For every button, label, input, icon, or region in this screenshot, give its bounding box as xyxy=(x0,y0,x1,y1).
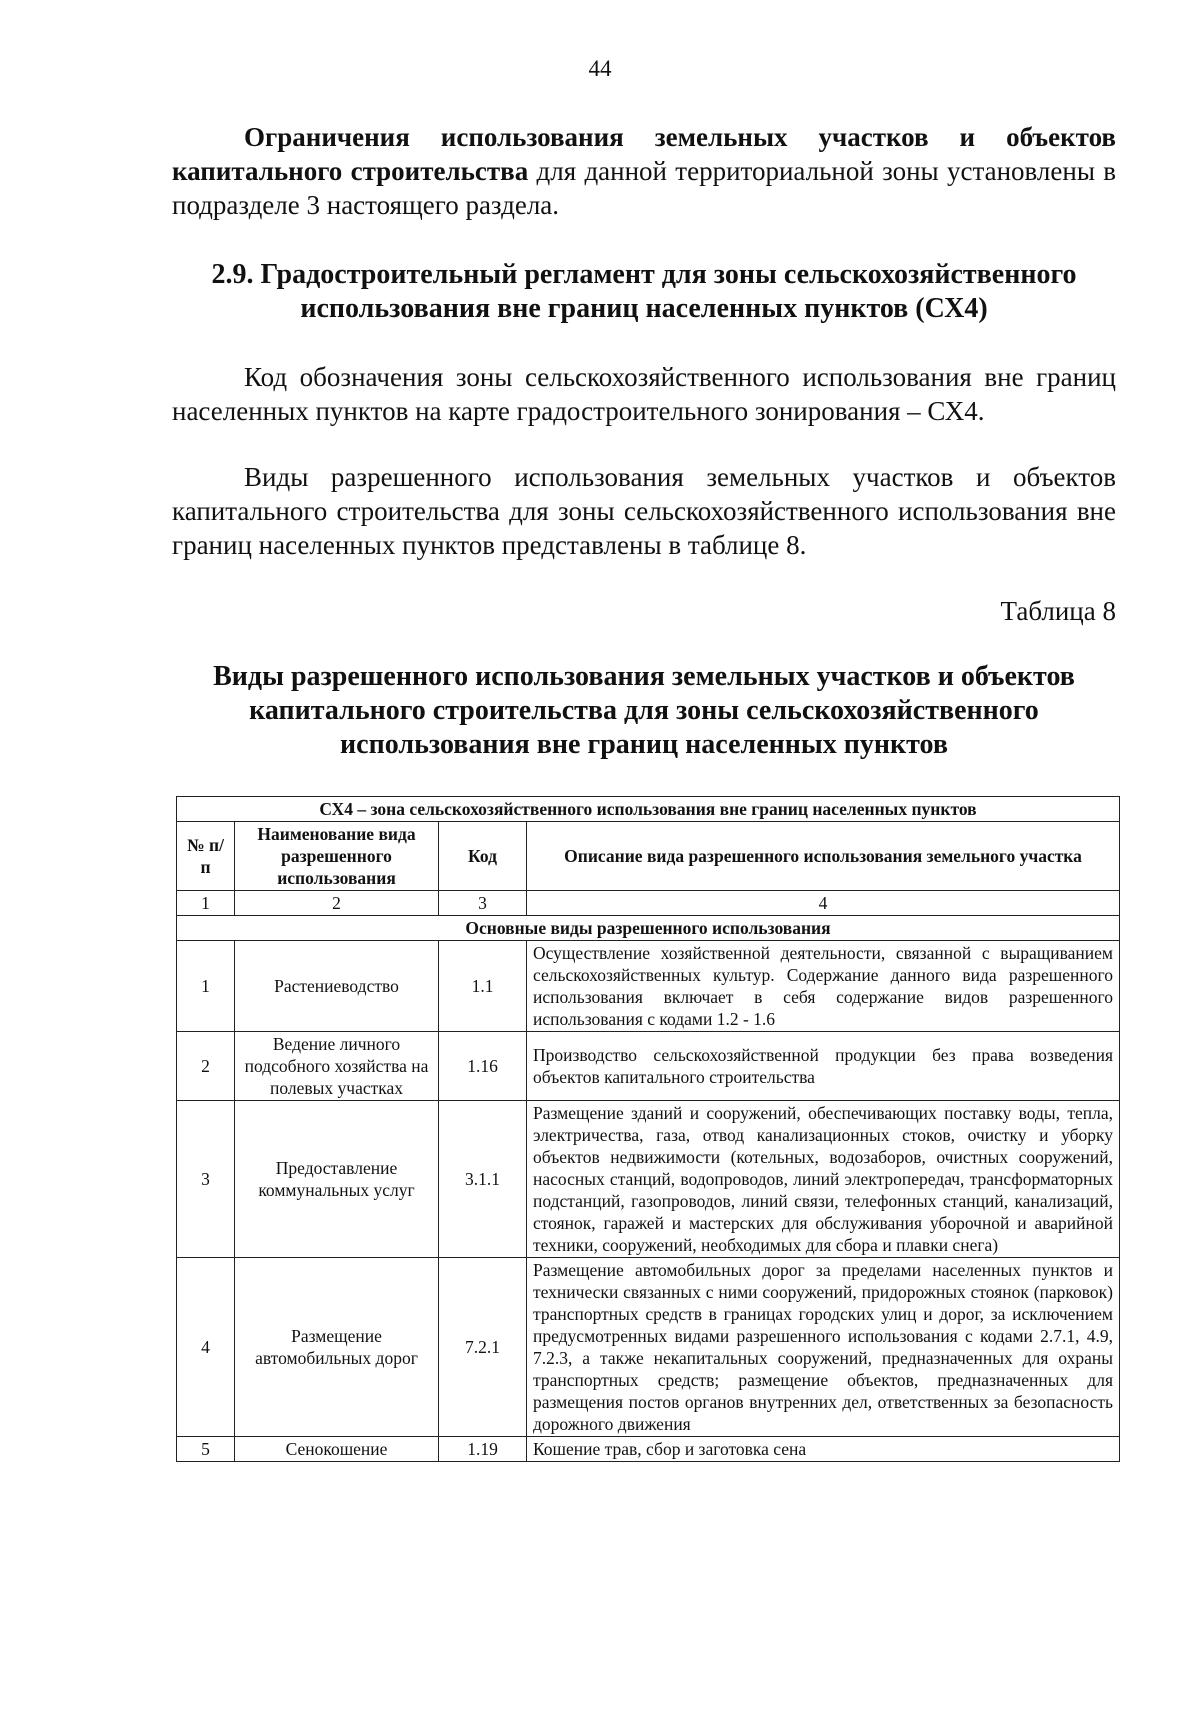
zone-title: СХ4 – зона сельскохозяйственного использования вне границ населенных пунктов xyxy=(177,797,1120,822)
row-desc: Размещение автомобильных дорог за пределами населенных пунктов и технически связанных с ними сооружений, придорожных стоянок (парковок) транспортных средств в границах городских улиц и дорог, за исключением предусмотренных видами разрешенного использования с кодами 2.7.1, 4.9, 7.2.3, а также некапитальных сооружений, предназначенных для охраны транспортных средств; размещение объектов, предназначенных для размещения постов органов внутренних дел, ответственных за безопасность дорожного движения xyxy=(527,1258,1120,1437)
row-num: 1 xyxy=(177,941,235,1032)
column-number: 2 xyxy=(235,891,439,916)
section-heading: 2.9. Градостроительный регламент для зоны сельскохозяйственного использования вне границ населенных пунктов (СХ4) xyxy=(211,259,1077,324)
column-number-row xyxy=(177,891,1120,916)
row-num: 4 xyxy=(177,1258,235,1437)
row-code: 3.1.1 xyxy=(439,1101,527,1258)
header-desc: Описание вида разрешенного использования земельного участка xyxy=(527,822,1120,891)
table-row xyxy=(177,941,1120,1032)
zone-title-row xyxy=(177,797,1120,822)
row-desc: Производство сельскохозяйственной продукции без права возведения объектов капитального строительства xyxy=(527,1032,1120,1101)
group-title: Основные виды разрешенного использования xyxy=(177,916,1120,941)
header-name: Наименование вида разрешенного использования xyxy=(235,822,439,891)
row-name: Предоставление коммунальных услуг xyxy=(235,1101,439,1258)
column-number: 3 xyxy=(439,891,527,916)
column-number: 4 xyxy=(527,891,1120,916)
page-number: 44 xyxy=(588,56,612,81)
row-code: 7.2.1 xyxy=(439,1258,527,1437)
row-desc: Размещение зданий и сооружений, обеспечивающих поставку воды, тепла, электричества, газа, отвод канализационных стоков, очистку и уборку объектов недвижимости (котельных, водозаборов, очистных сооружений, насосных станций, водопроводов, линий электропередач, трансформаторных подстанций, газопроводов, линий связи, телефонных станций, канализаций, стоянок, гаражей и мастерских для обслуживания уборочной и аварийной техники, сооружений, необходимых для сбора и плавки снега) xyxy=(527,1101,1120,1258)
header-num: № п/п xyxy=(177,822,235,891)
row-code: 1.1 xyxy=(439,941,527,1032)
row-name: Ведение личного подсобного хозяйства на полевых участках xyxy=(235,1032,439,1101)
row-num: 3 xyxy=(177,1101,235,1258)
row-code: 1.19 xyxy=(439,1437,527,1462)
header-code: Код xyxy=(439,822,527,891)
permitted-types-paragraph: Виды разрешенного использования земельных участков и объектов капитального строительства для зоны сельскохозяйственного использования вне границ населенных пунктов представлены в таблице 8. xyxy=(172,462,1116,560)
zone-code-paragraph: Код обозначения зоны сельскохозяйственного использования вне границ населенных пунктов на карте градостроительного зонирования – СХ4. xyxy=(172,362,1116,426)
row-name: Растениеводство xyxy=(235,941,439,1032)
row-desc: Кошение трав, сбор и заготовка сена xyxy=(527,1437,1120,1462)
row-desc: Осуществление хозяйственной деятельности, связанной с выращиванием сельскохозяйственных культур. Содержание данного вида разрешенного использования включает в себя содержание видов разрешенного использования с кодами 1.2 - 1.6 xyxy=(527,941,1120,1032)
table-row xyxy=(177,1258,1120,1437)
restrictions-text: для данной территориальной зоны установлены в подразделе 3 настоящего раздела. xyxy=(172,156,1116,220)
row-code: 1.16 xyxy=(439,1032,527,1101)
group-title-row xyxy=(177,916,1120,941)
restrictions-bold-text: Ограничения использования земельных участков и объектов капитального строительства xyxy=(172,122,1116,186)
table-row xyxy=(177,1437,1120,1462)
row-name: Сенокошение xyxy=(235,1437,439,1462)
restrictions-paragraph xyxy=(172,120,1116,222)
table-row xyxy=(177,1032,1120,1101)
table-title: Виды разрешенного использования земельных участков и объектов капитального строительства для зоны сельскохозяйственного использования вне границ населенных пунктов xyxy=(213,661,1075,760)
row-name: Размещение автомобильных дорог xyxy=(235,1258,439,1437)
header-row xyxy=(177,822,1120,891)
row-num: 2 xyxy=(177,1032,235,1101)
column-number: 1 xyxy=(177,891,235,916)
row-num: 5 xyxy=(177,1437,235,1462)
permitted-use-table xyxy=(176,796,1120,1462)
table-row xyxy=(177,1101,1120,1258)
table-label: Таблица 8 xyxy=(1000,596,1116,626)
